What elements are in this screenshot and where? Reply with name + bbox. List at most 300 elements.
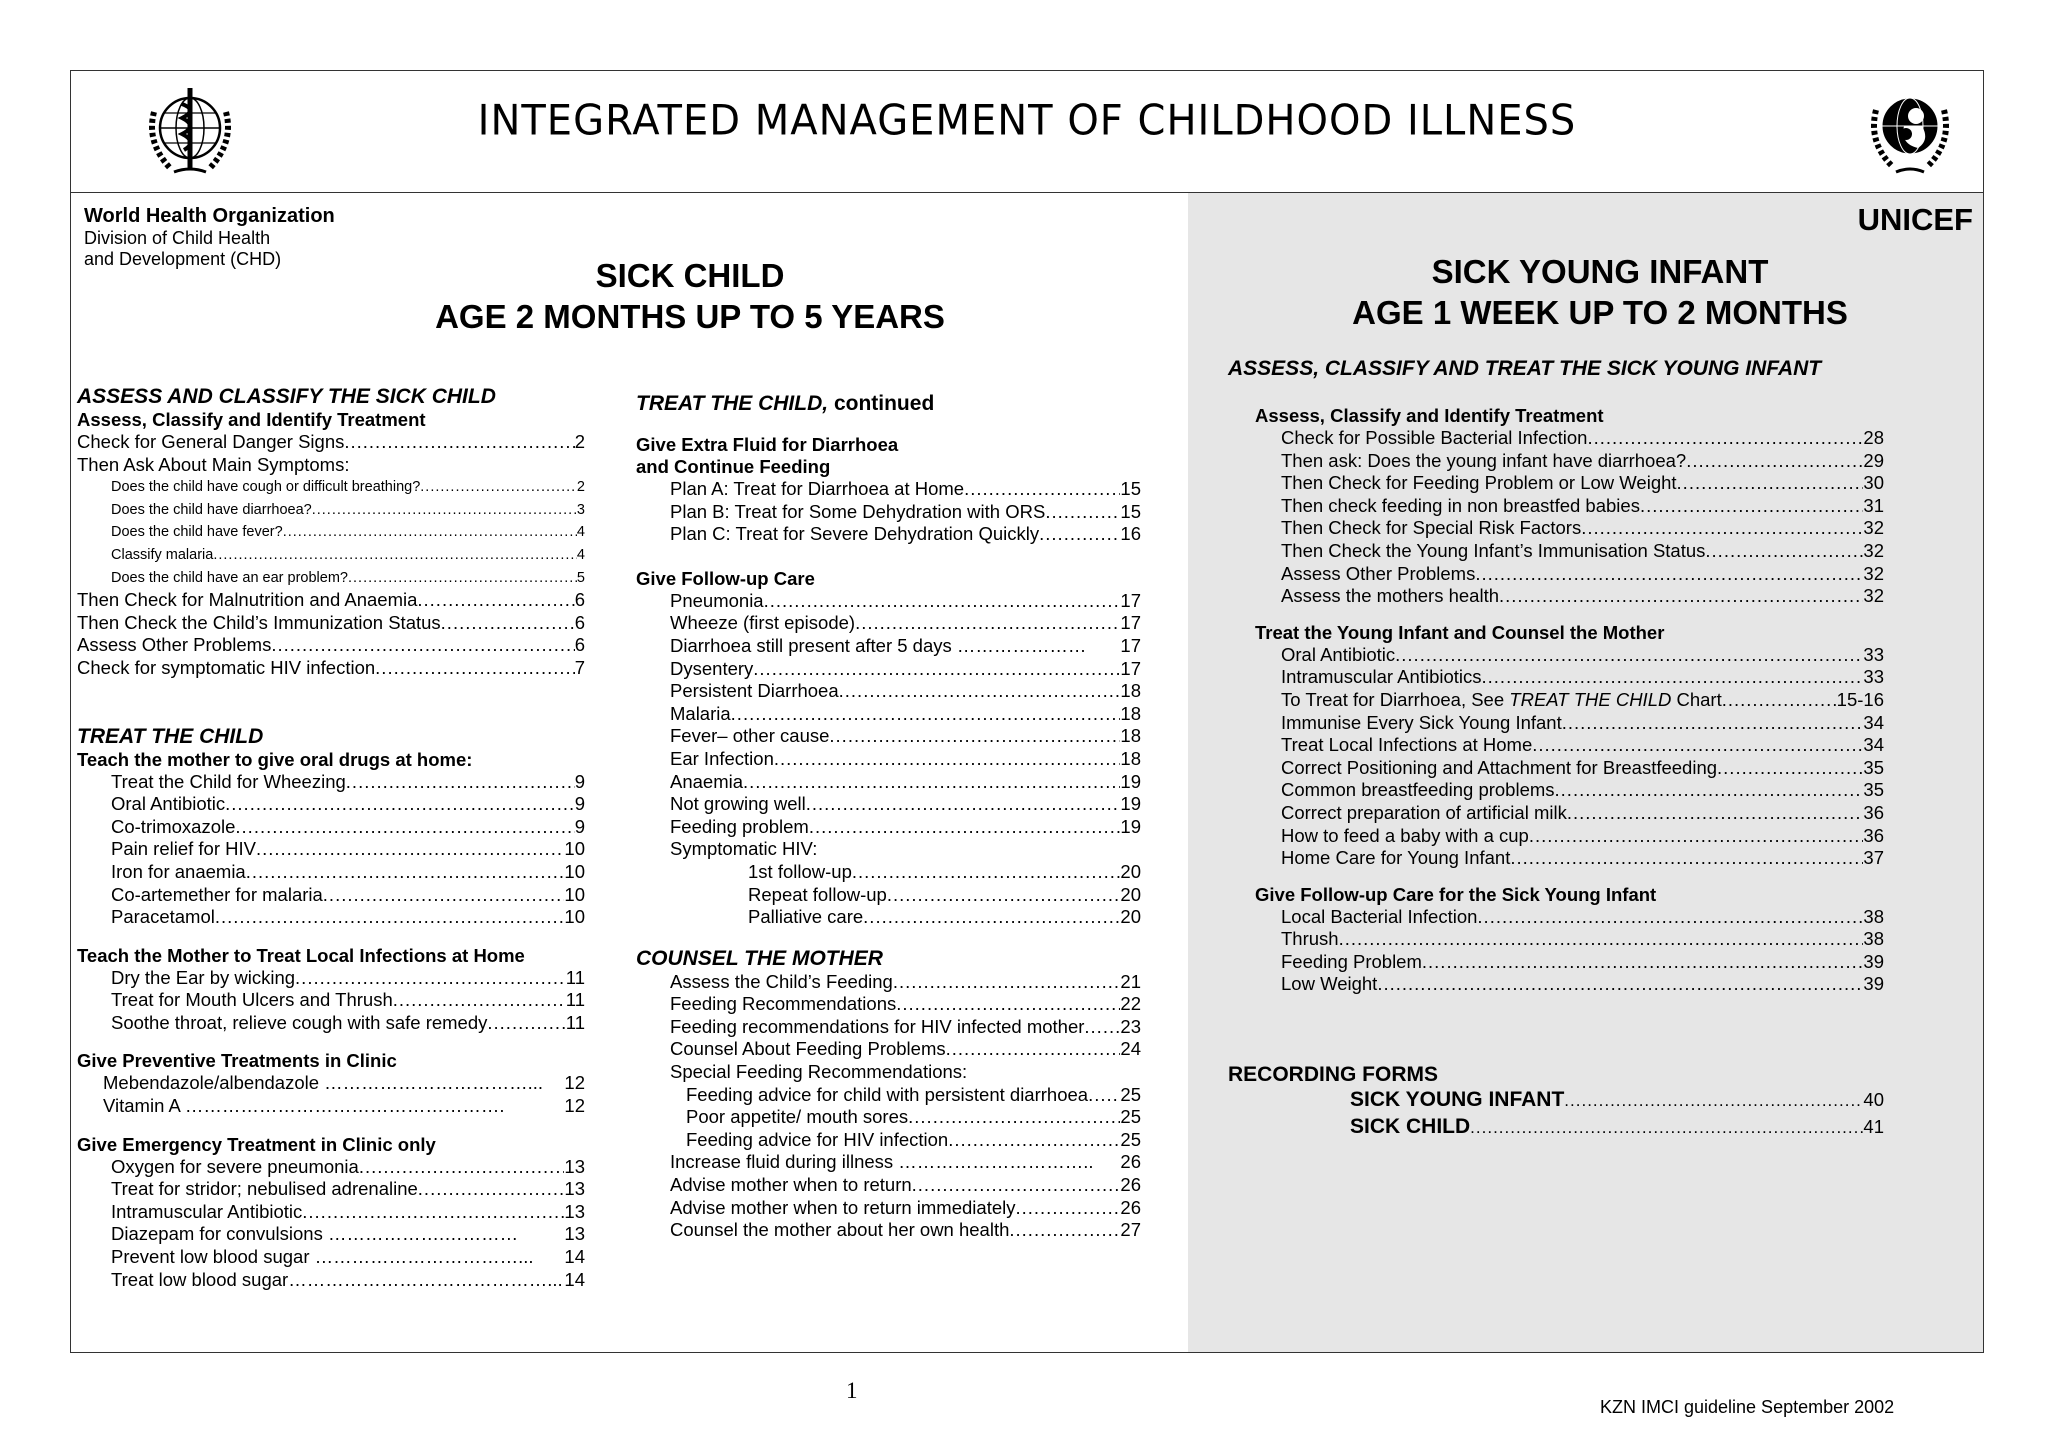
toc-leader <box>359 1156 565 1179</box>
toc-page-number: 25 <box>1120 1106 1141 1128</box>
toc-entry[interactable] <box>1281 427 1884 450</box>
toc-leader <box>1567 802 1864 825</box>
toc-leader <box>420 476 577 499</box>
assess-subtitle: Assess, Classify and Identify Treatment <box>77 409 426 430</box>
toc-leader <box>348 567 577 590</box>
toc-page-number: 19 <box>1120 770 1141 792</box>
toc-page-number: 20 <box>1120 860 1141 882</box>
toc-entry[interactable] <box>111 906 585 929</box>
treat-continued-rest: continued <box>828 392 935 415</box>
header-band <box>70 70 1984 193</box>
toc-entry[interactable] <box>1281 540 1884 563</box>
toc-leader <box>246 861 565 884</box>
toc-leader <box>774 748 1121 771</box>
toc-leader <box>1084 1016 1120 1039</box>
toc-entry[interactable] <box>1281 712 1884 735</box>
toc-page-number: 18 <box>1120 702 1141 724</box>
toc-entry[interactable] <box>111 1012 585 1035</box>
toc-leader <box>855 612 1120 635</box>
toc-page-number: 39 <box>1863 950 1884 972</box>
toc-entry-label: How to feed a baby with a cup <box>1281 824 1529 846</box>
treat-subtitle: Teach the mother to give oral drugs at home: <box>77 748 473 770</box>
toc-entry-label: Does the child have an ear problem? <box>111 569 348 586</box>
footer-text: KZN IMCI guideline September 2002 <box>1600 1397 1895 1417</box>
toc-page-number: 4 <box>576 546 585 563</box>
toc-page-number: 9 <box>574 770 585 792</box>
toc-entry[interactable] <box>670 658 1141 681</box>
toc-entry-label: Home Care for Young Infant <box>1281 847 1511 869</box>
who-block <box>84 204 335 270</box>
unicef-emblem-icon <box>1860 82 1960 182</box>
toc-page-number: 19 <box>1120 815 1141 837</box>
toc-page-number: 17 <box>1120 589 1141 611</box>
toc-entry[interactable] <box>1281 472 1884 495</box>
toc-page-number: 10 <box>564 883 585 905</box>
treat-continued-title <box>636 392 1141 416</box>
toc-entry[interactable] <box>670 725 1141 748</box>
toc-leader <box>1045 501 1120 524</box>
followup-subtitle: Give Follow-up Care <box>636 567 815 589</box>
special-feeding-list <box>636 1084 1141 1152</box>
toc-entry[interactable] <box>670 523 1141 546</box>
toc-leader <box>417 589 574 612</box>
toc-entry[interactable] <box>111 1201 585 1224</box>
toc-entry[interactable] <box>103 1072 585 1095</box>
toc-entry-label: Increase fluid during illness ………………………….. <box>670 1151 1094 1173</box>
toc-entry-label: Dry the Ear by wicking <box>111 966 296 988</box>
toc-entry[interactable] <box>1281 495 1884 518</box>
counsel-list-2 <box>636 1151 1141 1241</box>
toc-entry[interactable] <box>111 1246 585 1269</box>
infant-treat-list <box>1255 644 1884 870</box>
toc-entry-label: Treat the Child for Wheezing <box>111 770 346 792</box>
toc-leader <box>295 967 566 990</box>
toc-leader <box>829 725 1120 748</box>
toc-entry[interactable] <box>1281 906 1884 929</box>
toc-leader <box>1555 779 1864 802</box>
toc-entry[interactable] <box>748 906 1141 929</box>
toc-entry-label: Intramuscular Antibiotics <box>1281 666 1482 688</box>
toc-entry[interactable] <box>686 1129 1141 1152</box>
toc-page-number: 14 <box>564 1268 585 1290</box>
toc-entry[interactable] <box>111 967 585 990</box>
unicef-label: UNICEF <box>1857 202 1973 237</box>
toc-entry[interactable] <box>1281 802 1884 825</box>
toc-page-number: 4 <box>576 524 585 541</box>
toc-page-number: 6 <box>574 611 585 633</box>
infant-followup-subtitle: Give Follow-up Care for the Sick Young Infant <box>1255 883 1657 905</box>
toc-leader <box>393 989 566 1012</box>
toc-leader <box>887 884 1121 907</box>
toc-entry[interactable] <box>670 501 1141 524</box>
who-division-2: and Development (CHD) <box>84 249 282 269</box>
toc-page-number: 34 <box>1863 734 1884 756</box>
toc-entry[interactable] <box>670 1219 1141 1242</box>
toc-page-number: 38 <box>1863 928 1884 950</box>
toc-entry-label: Immunise Every Sick Young Infant <box>1281 711 1562 733</box>
column-treat-continued <box>636 392 1141 1242</box>
toc-leader <box>731 703 1121 726</box>
toc-leader <box>302 1201 564 1224</box>
toc-leader <box>1532 734 1863 757</box>
toc-entry[interactable] <box>748 884 1141 907</box>
toc-entry-label: Assess the Child’s Feeding <box>670 970 893 992</box>
who-emblem-icon <box>140 82 240 182</box>
toc-entry-label: Prevent low blood sugar ……………………………... <box>111 1246 534 1268</box>
toc-leader <box>743 771 1120 794</box>
toc-entry[interactable] <box>1281 450 1884 473</box>
toc-entry-label: Iron for anaemia <box>111 860 246 882</box>
toc-entry-label: Feeding problem <box>670 815 809 837</box>
infant-section-title: ASSESS, CLASSIFY AND TREAT THE SICK YOUNG INFANT <box>1228 357 1822 380</box>
toc-entry-label: Feeding recommendations for HIV infected mother <box>670 1015 1085 1037</box>
toc-page-number: 11 <box>565 1011 585 1033</box>
toc-entry[interactable] <box>111 1178 585 1201</box>
toc-leader <box>1477 906 1863 929</box>
toc-leader <box>1510 847 1863 870</box>
toc-entry[interactable] <box>111 771 585 794</box>
toc-leader <box>1094 1151 1121 1174</box>
toc-entry[interactable] <box>748 861 1141 884</box>
hiv-list <box>636 861 1141 929</box>
toc-entry-label: Treat for Mouth Ulcers and Thrush <box>111 989 393 1011</box>
toc-leader <box>1581 517 1863 540</box>
toc-entry-label: Vitamin A ……………………………………………. <box>103 1095 505 1117</box>
toc-entry-label: Counsel About Feeding Problems <box>670 1038 946 1060</box>
toc-entry[interactable] <box>1281 973 1884 996</box>
toc-leader <box>1529 825 1864 848</box>
toc-leader <box>215 906 565 929</box>
toc-entry-label: Correct Positioning and Attachment for Breastfeeding <box>1281 756 1718 778</box>
toc-page-number: 9 <box>574 815 585 837</box>
toc-page-number: 18 <box>1120 680 1141 702</box>
toc-entry[interactable] <box>111 1269 585 1292</box>
toc-entry-label: Fever– other cause <box>670 725 830 747</box>
toc-leader <box>964 478 1120 501</box>
toc-entry[interactable] <box>77 454 585 477</box>
toc-entry[interactable] <box>77 634 585 657</box>
toc-page-number: 3 <box>576 501 585 518</box>
toc-page-number: 26 <box>1120 1196 1141 1218</box>
toc-entry-label: Pneumonia <box>670 589 764 611</box>
toc-entry-label: Assess the mothers health <box>1281 585 1499 607</box>
toc-leader <box>1395 644 1863 667</box>
sick-child-heading <box>390 255 990 337</box>
toc-entry-label: Diarrhoea still present after 5 days ………………… <box>670 634 1087 656</box>
toc-page-number: 13 <box>564 1223 585 1245</box>
toc-page-number: 17 <box>1120 657 1141 679</box>
emergency-list <box>77 1156 585 1292</box>
toc-page-number: 32 <box>1863 517 1884 539</box>
toc-leader <box>896 993 1120 1016</box>
toc-entry[interactable] <box>111 793 585 816</box>
toc-leader <box>1705 540 1863 563</box>
toc-entry-label: Diazepam for convulsions ……………….………… <box>111 1223 519 1245</box>
toc-leader <box>1717 757 1863 780</box>
toc-entry-label: Then Ask About Main Symptoms: <box>77 453 350 475</box>
toc-page-number: 28 <box>1863 427 1884 448</box>
toc-entry[interactable] <box>670 793 1141 816</box>
toc-page-number: 26 <box>1120 1174 1141 1196</box>
toc-entry-label: Paracetamol <box>111 906 215 928</box>
infant-followup-list <box>1255 906 1884 996</box>
toc-entry[interactable] <box>670 680 1141 703</box>
toc-entry-label: Treat low blood sugar……………………………………... <box>111 1268 563 1290</box>
toc-entry[interactable] <box>670 838 1141 861</box>
counsel-title: COUNSEL THE MOTHER <box>636 946 883 970</box>
toc-entry[interactable] <box>670 478 1141 501</box>
toc-entry[interactable] <box>670 993 1141 1016</box>
toc-leader <box>852 861 1121 884</box>
toc-entry[interactable] <box>670 1174 1141 1197</box>
toc-entry-label: Oxygen for severe pneumonia <box>111 1155 359 1177</box>
toc-entry-label: Then ask: Does the young infant have diarrhoea? <box>1281 449 1687 471</box>
toc-page-number: 12 <box>564 1072 585 1094</box>
toc-entry[interactable] <box>111 861 585 884</box>
toc-leader <box>908 1106 1120 1129</box>
toc-leader <box>323 884 565 907</box>
toc-page-number: 11 <box>565 966 585 988</box>
toc-page-number: 11 <box>565 989 585 1011</box>
toc-leader <box>946 1038 1121 1061</box>
toc-entry[interactable] <box>670 703 1141 726</box>
toc-entry-label: Pain relief for HIV <box>111 838 256 860</box>
toc-entry-label: Malaria <box>670 702 731 724</box>
toc-entry-label: Not growing well <box>670 793 806 815</box>
toc-entry-label: Plan A: Treat for Diarrhoea at Home <box>670 478 965 499</box>
toc-entry[interactable] <box>1281 757 1884 780</box>
toc-leader <box>1086 635 1120 658</box>
toc-entry[interactable] <box>111 1223 585 1246</box>
toc-entry[interactable] <box>670 1038 1141 1061</box>
infant-treat-subtitle: Treat the Young Infant and Counsel the Mother <box>1255 621 1665 643</box>
toc-leader <box>863 906 1120 929</box>
sick-child-heading-line1: SICK CHILD <box>595 257 785 294</box>
toc-entry[interactable] <box>1281 563 1884 586</box>
toc-leader <box>948 1129 1120 1152</box>
toc-page-number: 31 <box>1863 494 1884 516</box>
toc-leader <box>441 612 575 635</box>
toc-leader <box>350 454 586 477</box>
toc-entry[interactable] <box>77 657 585 680</box>
toc-leader <box>213 544 577 567</box>
toc-page-number: 32 <box>1863 585 1884 607</box>
treat-title: TREAT THE CHILD <box>77 724 264 748</box>
toc-page-number: 26 <box>1120 1151 1141 1173</box>
toc-leader <box>809 816 1121 839</box>
toc-page-number: 14 <box>564 1246 585 1268</box>
toc-entry[interactable] <box>103 1095 585 1118</box>
toc-entry-label: Ear Infection <box>670 747 774 769</box>
toc-entry-label: Intramuscular Antibiotic <box>111 1200 303 1222</box>
toc-leader <box>1482 666 1864 689</box>
toc-entry-label: Advise mother when to return <box>670 1174 912 1196</box>
toc-entry[interactable] <box>111 838 585 861</box>
toc-page-number: 23 <box>1120 1015 1141 1037</box>
toc-entry-label: Plan C: Treat for Severe Dehydration Quickly <box>670 523 1040 545</box>
toc-entry-label: Poor appetite/ mouth sores <box>686 1106 909 1128</box>
toc-entry-label: Check for symptomatic HIV infection <box>77 656 376 678</box>
toc-page-number: 36 <box>1863 824 1884 846</box>
assess-list <box>77 431 585 680</box>
toc-entry[interactable] <box>77 521 585 544</box>
toc-leader <box>764 590 1121 613</box>
toc-entry[interactable] <box>670 771 1141 794</box>
toc-entry[interactable] <box>670 1016 1141 1039</box>
toc-entry[interactable] <box>1281 951 1884 974</box>
recording-form-entry[interactable] <box>1350 1087 1884 1114</box>
toc-leader <box>839 680 1121 703</box>
toc-entry-label: Dysentery <box>670 657 754 679</box>
toc-entry[interactable] <box>1281 734 1884 757</box>
toc-entry-label: Assess Other Problems <box>1281 562 1476 584</box>
toc-leader <box>505 1095 565 1118</box>
toc-leader <box>1475 563 1863 586</box>
toc-entry[interactable] <box>1281 779 1884 802</box>
toc-entry[interactable] <box>77 544 585 567</box>
toc-leader <box>1039 523 1120 546</box>
toc-entry[interactable] <box>77 431 585 454</box>
toc-entry-label: To Treat for Diarrhoea, See TREAT THE CHILD Chart <box>1281 688 1722 710</box>
toc-entry[interactable] <box>670 1151 1141 1174</box>
toc-entry[interactable] <box>670 971 1141 994</box>
toc-entry[interactable] <box>77 589 585 612</box>
toc-entry[interactable] <box>670 1061 1141 1084</box>
toc-page-number: 9 <box>574 793 585 815</box>
toc-entry[interactable] <box>1281 517 1884 540</box>
preventive-subtitle: Give Preventive Treatments in Clinic <box>77 1050 397 1072</box>
toc-entry-label: Feeding Problem <box>1281 950 1422 972</box>
toc-leader <box>1564 1087 1863 1114</box>
toc-entry[interactable] <box>111 884 585 907</box>
emergency-subtitle: Give Emergency Treatment in Clinic only <box>77 1133 436 1155</box>
toc-leader <box>1677 472 1864 495</box>
toc-entry[interactable] <box>77 499 585 522</box>
toc-entry[interactable] <box>686 1084 1141 1107</box>
toc-entry-label: Oral Antibiotic <box>111 793 226 815</box>
toc-entry[interactable] <box>1281 847 1884 870</box>
toc-leader <box>1686 450 1863 473</box>
toc-entry-label: Common breastfeeding problems <box>1281 779 1555 801</box>
toc-entry-label: Anaemia <box>670 770 744 792</box>
toc-entry[interactable] <box>111 816 585 839</box>
recording-form-entry[interactable] <box>1350 1114 1884 1141</box>
recording-forms-list <box>1228 1087 1884 1141</box>
toc-page-number: 25 <box>1120 1128 1141 1150</box>
toc-page-number: 32 <box>1863 562 1884 584</box>
toc-page-number: 27 <box>1120 1219 1141 1241</box>
toc-page-number: 37 <box>1863 847 1884 869</box>
toc-page-number: 12 <box>564 1095 585 1117</box>
toc-entry[interactable] <box>670 748 1141 771</box>
treat-continued-italic: TREAT THE CHILD, <box>636 392 829 415</box>
toc-leader <box>1499 585 1863 608</box>
toc-leader <box>1009 1219 1120 1242</box>
toc-page-number: 5 <box>576 569 585 586</box>
toc-entry[interactable] <box>77 612 585 635</box>
toc-entry[interactable] <box>1281 689 1884 712</box>
toc-entry[interactable] <box>77 476 585 499</box>
toc-page-number: 25 <box>1120 1083 1141 1105</box>
toc-page-number: 17 <box>1120 612 1141 634</box>
toc-leader <box>806 793 1121 816</box>
toc-entry[interactable] <box>111 989 585 1012</box>
toc-entry[interactable] <box>670 635 1141 658</box>
fluid-list <box>636 478 1141 546</box>
toc-entry[interactable] <box>111 1156 585 1179</box>
toc-page-number: 32 <box>1863 539 1884 561</box>
toc-page-number: 15-16 <box>1836 688 1884 710</box>
toc-page-number: 24 <box>1120 1038 1141 1060</box>
toc-entry-label: Symptomatic HIV: <box>670 838 818 860</box>
toc-entry-label: Does the child have fever? <box>111 524 283 541</box>
toc-leader <box>518 1223 564 1246</box>
toc-page-number: 6 <box>574 589 585 611</box>
toc-leader <box>344 431 574 454</box>
toc-entry-label: Feeding advice for HIV infection <box>686 1128 949 1150</box>
toc-entry-label: Low Weight <box>1281 973 1378 995</box>
page-number: 1 <box>846 1378 858 1403</box>
toc-leader <box>1377 973 1863 996</box>
toc-leader <box>256 838 564 861</box>
toc-entry-label: Then Check for Feeding Problem or Low Weight <box>1281 472 1677 494</box>
toc-page-number: 21 <box>1120 970 1141 992</box>
infant-heading <box>1290 251 1910 333</box>
fluid-subtitle: Give Extra Fluid for Diarrhoea <box>636 434 899 455</box>
toc-entry[interactable] <box>77 567 585 590</box>
toc-entry-label: Soothe throat, relieve cough with safe remedy <box>111 1011 488 1033</box>
toc-entry[interactable] <box>670 612 1141 635</box>
toc-entry-label: Persistent Diarrhoea <box>670 680 839 702</box>
toc-entry-label: Mebendazole/albendazole ……………………………... <box>103 1072 544 1094</box>
infant-assess-list <box>1255 427 1884 608</box>
toc-leader <box>1339 928 1864 951</box>
toc-page-number: 35 <box>1863 779 1884 801</box>
toc-page-number: 20 <box>1120 883 1141 905</box>
toc-page-number: 16 <box>1120 523 1141 545</box>
toc-entry[interactable] <box>1281 585 1884 608</box>
toc-page-number: 13 <box>564 1178 585 1200</box>
toc-entry[interactable] <box>686 1106 1141 1129</box>
toc-entry[interactable] <box>670 1197 1141 1220</box>
toc-entry-label: 1st follow-up <box>748 860 852 882</box>
toc-page-number: 29 <box>1863 449 1884 471</box>
toc-entry-label: Palliative care <box>748 906 864 928</box>
toc-entry[interactable] <box>1281 928 1884 951</box>
toc-page-number: 33 <box>1863 643 1884 665</box>
toc-leader <box>1088 1084 1120 1107</box>
toc-page-number: 13 <box>564 1200 585 1222</box>
toc-entry-label: Counsel the mother about her own health <box>670 1219 1010 1241</box>
preventive-list <box>77 1072 585 1117</box>
toc-entry-label: Local Bacterial Infection <box>1281 905 1478 927</box>
toc-entry[interactable] <box>1281 644 1884 667</box>
followup-list <box>636 590 1141 861</box>
toc-page-number: 20 <box>1120 906 1141 928</box>
toc-leader <box>1640 495 1863 518</box>
toc-page-number: 40 <box>1863 1089 1884 1110</box>
toc-entry[interactable] <box>670 590 1141 613</box>
toc-entry[interactable] <box>1281 666 1884 689</box>
toc-entry[interactable] <box>1281 825 1884 848</box>
toc-entry[interactable] <box>670 816 1141 839</box>
infant-assess-subtitle: Assess, Classify and Identify Treatment <box>1255 405 1604 426</box>
sick-child-heading-line2: AGE 2 MONTHS UP TO 5 YEARS <box>435 298 945 335</box>
page-title: INTEGRATED MANAGEMENT OF CHILDHOOD ILLNESS <box>477 96 1577 146</box>
toc-page-number: 34 <box>1863 711 1884 733</box>
column-sick-child-assess <box>77 385 585 1291</box>
toc-entry-label: Feeding advice for child with persistent diarrhoea <box>686 1083 1089 1105</box>
